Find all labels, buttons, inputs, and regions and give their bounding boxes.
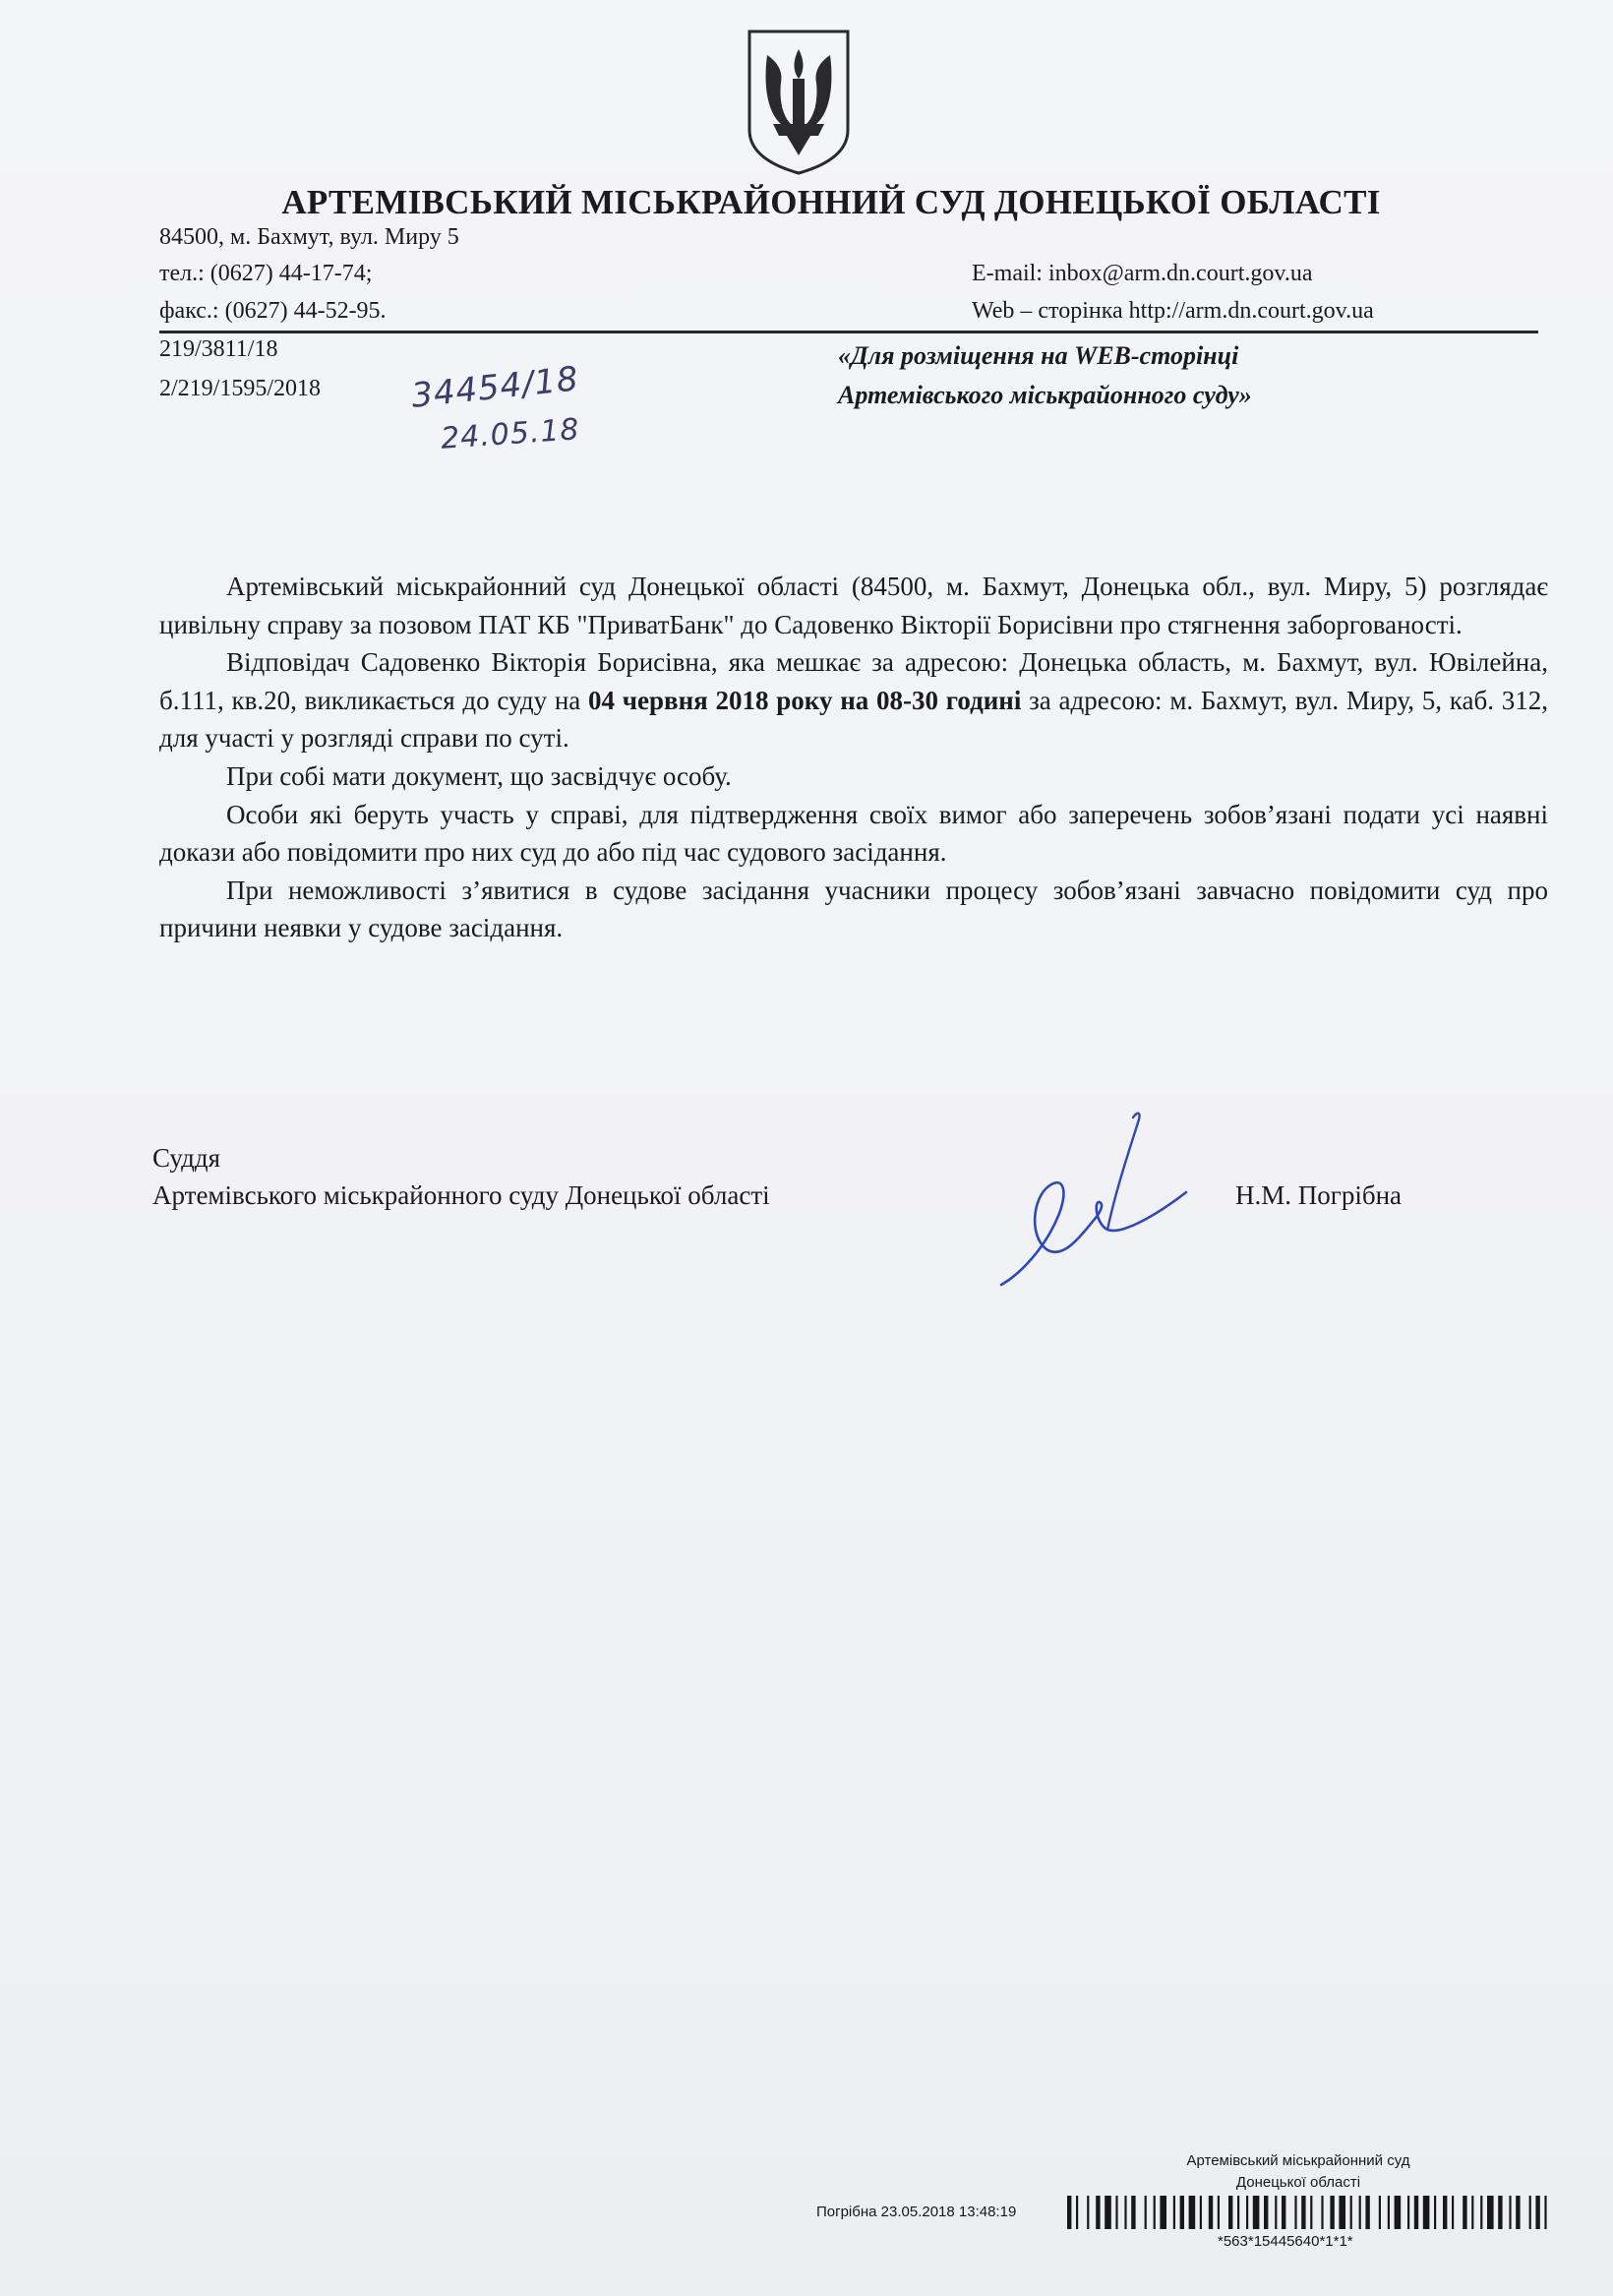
proceeding-number: 2/219/1595/2018: [159, 376, 322, 401]
case-number: 219/3811/18: [159, 336, 278, 362]
barcode-bar: [1154, 2196, 1156, 2229]
barcode-bar: [1423, 2196, 1430, 2229]
stamp-court-line-2: Донецької області: [1235, 2174, 1361, 2191]
barcode-bar: [1414, 2196, 1418, 2229]
stamp-user-datetime: Погрібна 23.05.2018 13:48:19: [816, 2204, 1017, 2220]
barcode-bar: [1145, 2196, 1147, 2229]
barcode-bar: [1434, 2196, 1436, 2229]
paragraph-evidence: Особи які беруть участь у справі, для підтвердження своїх вимог або заперечень зобов’язані подати усі наявні докази або повідомити про них суд до або під час судового засідання.: [159, 799, 1548, 868]
summons-body: [159, 568, 1548, 947]
barcode-bar: [1115, 2196, 1117, 2229]
barcode-bar: [1209, 2196, 1213, 2229]
header-divider: [159, 331, 1538, 333]
barcode-bar: [1160, 2196, 1166, 2229]
barcode-bar: [1350, 2196, 1352, 2229]
registration-barcode: [1067, 2196, 1551, 2229]
stamp-barcode-code: *563*15445640*1*1*: [1218, 2233, 1353, 2250]
barcode-bar: [1544, 2196, 1546, 2229]
judge-signature: [993, 1102, 1210, 1299]
notice-line-1: «Для розміщення на WEB-сторінці: [838, 341, 1239, 370]
handwritten-incoming-date: 24.05.18: [439, 412, 581, 456]
paragraph-summons: [159, 643, 1548, 757]
barcode-bar: [1067, 2196, 1071, 2229]
paragraph-case: Артемівський міськрайонний суд Донецької області (84500, м. Бахмут, Донецька обл., вул. Миру, 5) розглядає цивільну справу за позовом ПАТ КБ "ПриватБанк" до Садовенко Вікторії Борисівни про стягнення заборгованості.: [159, 572, 1548, 639]
barcode-bar: [1294, 2196, 1296, 2229]
barcode-bar: [1471, 2196, 1473, 2229]
court-fax: факс.: (0627) 44-52-95.: [159, 298, 387, 324]
barcode-bar: [1096, 2196, 1100, 2229]
barcode-bar: [1498, 2196, 1502, 2229]
summons-text-end: за адресою: м. Бахмут, вул. Миру, 5, каб. 312, для участі у розгляді справи по суті.: [159, 685, 1548, 754]
barcode-bar: [1452, 2196, 1454, 2229]
barcode-bar: [1480, 2196, 1482, 2229]
coat-of-arms-icon: [744, 28, 854, 175]
barcode-bar: [1301, 2196, 1305, 2229]
judge-court: Артемівського міськрайонного суду Донецької області: [152, 1180, 770, 1210]
barcode-bar: [1388, 2196, 1390, 2229]
court-email: E-mail: inbox@arm.dn.court.gov.ua: [972, 261, 1313, 286]
court-website: Web – сторінка http://arm.dn.court.gov.ua: [972, 298, 1374, 324]
court-address: 84500, м. Бахмут, вул. Миру 5: [159, 224, 459, 250]
barcode-bar: [1529, 2196, 1531, 2229]
barcode-bar: [1359, 2196, 1361, 2229]
barcode-bar: [1321, 2196, 1323, 2229]
barcode-bar: [1189, 2196, 1196, 2229]
court-name-heading: АРТЕМІВСЬКИЙ МІСЬКРАЙОННИЙ СУД ДОНЕЦЬКОЇ ОБЛАСТІ: [281, 183, 1381, 221]
stamp-court-line-1: Артемівський міськрайонний суд: [1186, 2152, 1410, 2169]
barcode-bar: [1105, 2196, 1111, 2229]
barcode-bar: [1087, 2196, 1089, 2229]
barcode-bar: [1443, 2196, 1447, 2229]
barcode-bar: [1253, 2196, 1260, 2229]
barcode-bar: [1218, 2196, 1220, 2229]
barcode-bar: [1200, 2196, 1202, 2229]
barcode-bar: [1180, 2196, 1184, 2229]
court-phone: тел.: (0627) 44-17-74;: [159, 261, 373, 286]
barcode-bar: [1228, 2196, 1232, 2229]
barcode-bar: [1310, 2196, 1312, 2229]
barcode-bar: [1246, 2196, 1248, 2229]
barcode-bar: [1487, 2196, 1494, 2229]
judge-name: Н.М. Погрібна: [1235, 1180, 1403, 1210]
barcode-bar: [1463, 2196, 1466, 2229]
barcode-bar: [1124, 2196, 1126, 2229]
barcode-bar: [1264, 2196, 1268, 2229]
barcode-bar: [1173, 2196, 1175, 2229]
hearing-datetime: 04 червня 2018 року на 08-30 годині: [588, 685, 1022, 715]
barcode-bar: [1395, 2196, 1402, 2229]
barcode-bar: [1237, 2196, 1239, 2229]
barcode-bar: [1275, 2196, 1277, 2229]
barcode-bar: [1365, 2196, 1369, 2229]
paragraph-id-document: При собі мати документ, що засвідчує особу.: [226, 760, 732, 791]
barcode-bar: [1535, 2196, 1539, 2229]
barcode-bar: [1509, 2196, 1511, 2229]
summons-text-start: Відповідач Садовенко Вікторія Борисівна, яка мешкає за адресою: Донецька область, м. Бахмут, вул. Ювілейна, б.111, кв.20, викликається до суду на: [159, 647, 1548, 715]
barcode-bar: [1282, 2196, 1285, 2229]
web-placement-notice: [838, 336, 1252, 415]
barcode-bar: [1407, 2196, 1409, 2229]
barcode-bar: [1330, 2196, 1334, 2229]
notice-line-2: Артемівського міськрайонного суду»: [838, 381, 1252, 409]
handwritten-incoming-number: 34454/18: [409, 359, 581, 416]
paragraph-absence: При неможливості з’явитися в судове засідання учасники процесу зобов’язані завчасно повідомити суд про причини неявки у судове засідання.: [159, 875, 1548, 943]
barcode-bar: [1076, 2196, 1078, 2229]
barcode-bar: [1339, 2196, 1345, 2229]
barcode-bar: [1379, 2196, 1381, 2229]
barcode-bar: [1131, 2196, 1135, 2229]
judge-title: Суддя: [152, 1143, 221, 1173]
barcode-bar: [1516, 2196, 1520, 2229]
